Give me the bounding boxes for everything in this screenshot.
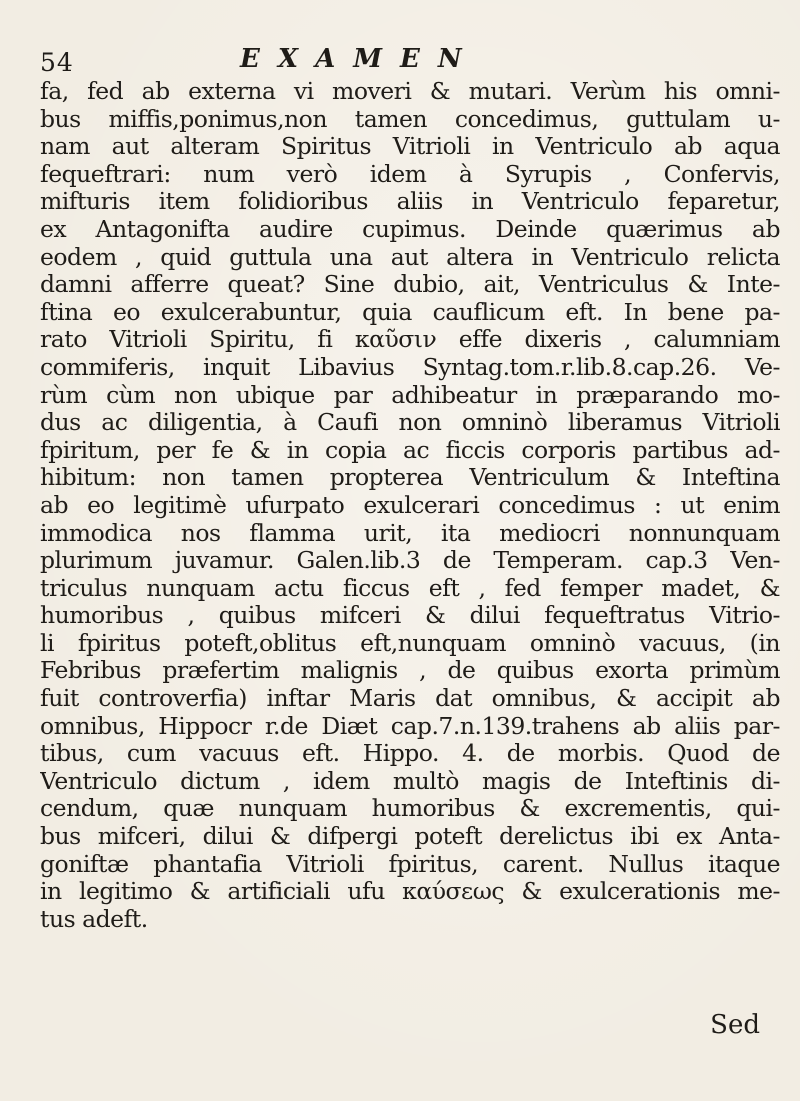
- text-line: commiferis, inquit Libavius Syntag.tom.r.lib.8.cap.26. Ve-: [40, 353, 780, 381]
- page-header: [40, 40, 780, 80]
- text-line: fuit controverfia) inftar Maris dat omnibus, & accipit ab: [40, 685, 780, 713]
- text-line: hibitum: non tamen propterea Ventriculum & Inteftina: [40, 464, 780, 492]
- text-line: ftina eo exulcerabuntur, quia cauflicum eft. In bene pa-: [40, 298, 780, 326]
- text-line: li fpiritus poteft,oblitus eft,nunquam omninò vacuus, (in: [40, 629, 780, 657]
- text-line: humoribus , quibus mifceri & dilui fequeftratus Vitrio-: [40, 602, 780, 630]
- text-line: fa, fed ab externa vi moveri & mutari. Verùm his omni-: [40, 78, 780, 105]
- body-text: [40, 78, 780, 933]
- text-line: tibus, cum vacuus eft. Hippo. 4. de morbis. Quod de: [40, 740, 780, 768]
- page-number: 54: [40, 48, 74, 77]
- text-line: plurimum juvamur. Galen.lib.3 de Temperam. cap.3 Ven-: [40, 547, 780, 575]
- text-line: tus adeft.: [40, 905, 148, 933]
- text-line: cendum, quæ nunquam humoribus & excrementis, qui-: [40, 795, 780, 823]
- text-line: rùm cùm non ubique par adhibeatur in præparando mo-: [40, 381, 780, 409]
- text-line: ex Antagonifta audire cupimus. Deinde quærimus ab: [40, 215, 780, 243]
- text-line: bus miffis,ponimus,non tamen concedimus, guttulam u-: [40, 105, 780, 133]
- text-line: in legitimo & artificiali ufu καύσεως & exulcerationis me-: [40, 878, 780, 906]
- text-line: damni afferre queat? Sine dubio, ait, Ventriculus & Inte-: [40, 271, 780, 299]
- text-line: Ventriculo dictum , idem multò magis de Inteftinis di-: [40, 767, 780, 795]
- text-line: mifturis item folidioribus aliis in Ventriculo feparetur,: [40, 188, 780, 216]
- text-line: immodica nos flamma urit, ita mediocri nonnunquam: [40, 519, 780, 547]
- text-line: eodem , quid guttula una aut altera in Ventriculo relicta: [40, 243, 780, 271]
- text-line: nam aut alteram Spiritus Vitrioli in Ventriculo ab aqua: [40, 133, 780, 161]
- text-line: ab eo legitimè ufurpato exulcerari concedimus : ut enim: [40, 491, 780, 519]
- text-line: fequeftrari: num verò idem à Syrupis , Confervis,: [40, 160, 780, 188]
- text-line: Febribus præfertim malignis , de quibus exorta primùm: [40, 657, 780, 685]
- text-line: triculus nunquam actu ficcus eft , fed femper madet, &: [40, 574, 780, 602]
- text-line: dus ac diligentia, à Caufi non omninò liberamus Vitrioli: [40, 409, 780, 437]
- text-line: rato Vitrioli Spiritu, fi καῦσιν effe dixeris , calumniam: [40, 326, 780, 354]
- text-line: bus mifceri, dilui & difpergi poteft derelictus ibi ex Anta-: [40, 823, 780, 851]
- running-head: EXAMEN: [240, 44, 480, 74]
- text-line: omnibus, Hippocr r.de Diæt cap.7.n.139.trahens ab aliis par-: [40, 712, 780, 740]
- catchword: Sed: [710, 1010, 760, 1040]
- text-line: goniftæ phantafia Vitrioli fpiritus, carent. Nullus itaque: [40, 850, 780, 878]
- text-line: fpiritum, per fe & in copia ac ficcis corporis partibus ad-: [40, 436, 780, 464]
